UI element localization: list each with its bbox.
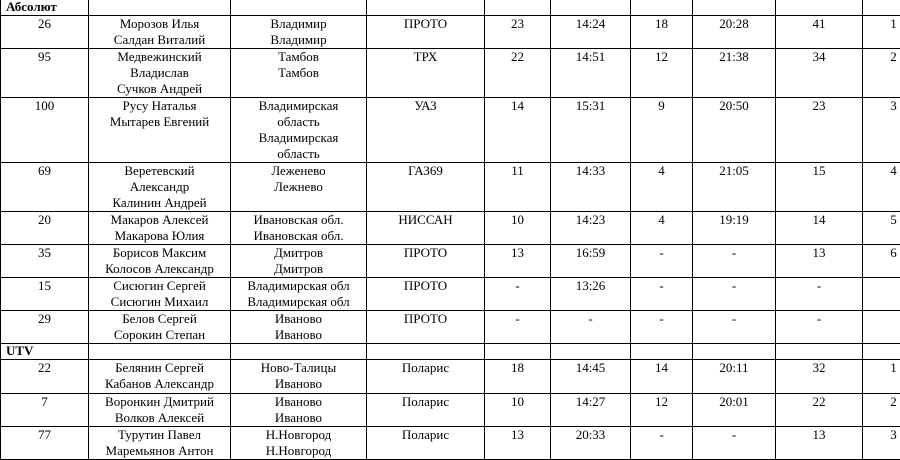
place-cell: 5 (863, 212, 900, 245)
value2-cell: 14 (631, 360, 693, 394)
time1-cell: 14:51 (551, 49, 631, 98)
vehicle-cell: НИССАН (367, 212, 485, 245)
crew-cell: Сисюгин Сергей Сисюгин Михаил (89, 278, 231, 311)
value2-cell: 4 (631, 212, 693, 245)
table-row (1, 163, 900, 212)
time2-cell: - (693, 427, 776, 460)
place-cell: 2 (863, 394, 900, 427)
vehicle-cell: Поларис (367, 360, 485, 394)
region-cell: Иваново Иваново (231, 311, 367, 344)
total-cell: 13 (776, 427, 863, 460)
crew-cell: Турутин Павел Маремьянов Антон (89, 427, 231, 460)
section-header-empty-cell (367, 0, 485, 16)
section-header-empty-cell (863, 344, 900, 360)
bib-number-cell: 100 (1, 98, 89, 163)
time2-cell: 21:38 (693, 49, 776, 98)
value2-cell: 12 (631, 49, 693, 98)
value2-cell: 12 (631, 394, 693, 427)
value2-cell: 9 (631, 98, 693, 163)
time1-cell: 20:33 (551, 427, 631, 460)
section-header-empty-cell (485, 344, 551, 360)
value1-cell: - (485, 311, 551, 344)
section-header-empty-cell (231, 0, 367, 16)
crew-cell: Макаров Алексей Макарова Юлия (89, 212, 231, 245)
value1-cell: 22 (485, 49, 551, 98)
value1-cell: 10 (485, 394, 551, 427)
vehicle-cell: ПРОТО (367, 245, 485, 278)
place-cell: 3 (863, 98, 900, 163)
region-cell: Тамбов Тамбов (231, 49, 367, 98)
total-cell: 22 (776, 394, 863, 427)
total-cell: 23 (776, 98, 863, 163)
section-title: Абсолют (1, 0, 89, 16)
section-header-empty-cell (631, 344, 693, 360)
crew-cell: Медвежинский Владислав Сучков Андрей (89, 49, 231, 98)
region-cell: Дмитров Дмитров (231, 245, 367, 278)
place-cell: 3 (863, 427, 900, 460)
time1-cell: 16:59 (551, 245, 631, 278)
vehicle-cell: ПРОТО (367, 311, 485, 344)
table-row (1, 278, 900, 311)
vehicle-cell: УАЗ (367, 98, 485, 163)
place-cell: 1 (863, 16, 900, 49)
table-row (1, 311, 900, 344)
crew-cell: Белянин Сергей Кабанов Александр (89, 360, 231, 394)
total-cell: - (776, 278, 863, 311)
time1-cell: 14:24 (551, 16, 631, 49)
total-cell: - (776, 311, 863, 344)
total-cell: 41 (776, 16, 863, 49)
time1-cell: 14:27 (551, 394, 631, 427)
section-title: UTV (1, 344, 89, 360)
section-header-empty-cell (693, 344, 776, 360)
vehicle-cell: ГАЗ69 (367, 163, 485, 212)
time2-cell: - (693, 311, 776, 344)
value2-cell: 18 (631, 16, 693, 49)
place-cell (863, 278, 900, 311)
value1-cell: 11 (485, 163, 551, 212)
bib-number-cell: 20 (1, 212, 89, 245)
results-body (1, 0, 900, 460)
region-cell: Ивановская обл. Ивановская обл. (231, 212, 367, 245)
value1-cell: - (485, 278, 551, 311)
bib-number-cell: 77 (1, 427, 89, 460)
table-row (1, 98, 900, 163)
value1-cell: 13 (485, 427, 551, 460)
time1-cell: - (551, 311, 631, 344)
region-cell: Владимир Владимир (231, 16, 367, 49)
table-row (1, 360, 900, 394)
section-header-empty-cell (551, 0, 631, 16)
bib-number-cell: 35 (1, 245, 89, 278)
time1-cell: 14:33 (551, 163, 631, 212)
value1-cell: 18 (485, 360, 551, 394)
value1-cell: 13 (485, 245, 551, 278)
crew-cell: Русу Наталья Мытарев Евгений (89, 98, 231, 163)
value1-cell: 14 (485, 98, 551, 163)
bib-number-cell: 95 (1, 49, 89, 98)
bib-number-cell: 26 (1, 16, 89, 49)
time2-cell: 20:28 (693, 16, 776, 49)
section-header-row (1, 344, 900, 360)
vehicle-cell: ПРОТО (367, 16, 485, 49)
value2-cell: 4 (631, 163, 693, 212)
place-cell: 1 (863, 360, 900, 394)
value2-cell: - (631, 427, 693, 460)
time2-cell: 21:05 (693, 163, 776, 212)
bib-number-cell: 15 (1, 278, 89, 311)
region-cell: Иваново Иваново (231, 394, 367, 427)
value2-cell: - (631, 311, 693, 344)
value2-cell: - (631, 245, 693, 278)
value1-cell: 23 (485, 16, 551, 49)
section-header-empty-cell (863, 0, 900, 16)
total-cell: 34 (776, 49, 863, 98)
place-cell: 2 (863, 49, 900, 98)
section-header-empty-cell (231, 344, 367, 360)
vehicle-cell: Поларис (367, 427, 485, 460)
time1-cell: 14:23 (551, 212, 631, 245)
section-header-empty-cell (631, 0, 693, 16)
time2-cell: 20:11 (693, 360, 776, 394)
crew-cell: Воронкин Дмитрий Волков Алексей (89, 394, 231, 427)
time1-cell: 14:45 (551, 360, 631, 394)
place-cell: 6 (863, 245, 900, 278)
time1-cell: 13:26 (551, 278, 631, 311)
bib-number-cell: 29 (1, 311, 89, 344)
section-header-row (1, 0, 900, 16)
table-row (1, 16, 900, 49)
time1-cell: 15:31 (551, 98, 631, 163)
crew-cell: Белов Сергей Сорокин Степан (89, 311, 231, 344)
region-cell: Ново-Талицы Иваново (231, 360, 367, 394)
time2-cell: 20:50 (693, 98, 776, 163)
section-header-empty-cell (367, 344, 485, 360)
bib-number-cell: 69 (1, 163, 89, 212)
section-header-empty-cell (485, 0, 551, 16)
total-cell: 14 (776, 212, 863, 245)
section-header-empty-cell (776, 344, 863, 360)
value2-cell: - (631, 278, 693, 311)
crew-cell: Веретевский Александр Калинин Андрей (89, 163, 231, 212)
region-cell: Н.Новгород Н.Новгород (231, 427, 367, 460)
region-cell: Леженево Лежнево (231, 163, 367, 212)
time2-cell: 19:19 (693, 212, 776, 245)
vehicle-cell: ТРХ (367, 49, 485, 98)
time2-cell: 20:01 (693, 394, 776, 427)
crew-cell: Морозов Илья Салдан Виталий (89, 16, 231, 49)
vehicle-cell: ПРОТО (367, 278, 485, 311)
table-row (1, 49, 900, 98)
table-row (1, 212, 900, 245)
region-cell: Владимирская область Владимирская область (231, 98, 367, 163)
section-header-empty-cell (89, 0, 231, 16)
section-header-empty-cell (551, 344, 631, 360)
value1-cell: 10 (485, 212, 551, 245)
bib-number-cell: 22 (1, 360, 89, 394)
table-row (1, 394, 900, 427)
crew-cell: Борисов Максим Колосов Александр (89, 245, 231, 278)
total-cell: 32 (776, 360, 863, 394)
time2-cell: - (693, 245, 776, 278)
total-cell: 15 (776, 163, 863, 212)
vehicle-cell: Поларис (367, 394, 485, 427)
time2-cell: - (693, 278, 776, 311)
table-row (1, 427, 900, 460)
place-cell (863, 311, 900, 344)
bib-number-cell: 7 (1, 394, 89, 427)
section-header-empty-cell (693, 0, 776, 16)
table-row (1, 245, 900, 278)
total-cell: 13 (776, 245, 863, 278)
place-cell: 4 (863, 163, 900, 212)
section-header-empty-cell (89, 344, 231, 360)
region-cell: Владимирская обл Владимирская обл (231, 278, 367, 311)
section-header-empty-cell (776, 0, 863, 16)
